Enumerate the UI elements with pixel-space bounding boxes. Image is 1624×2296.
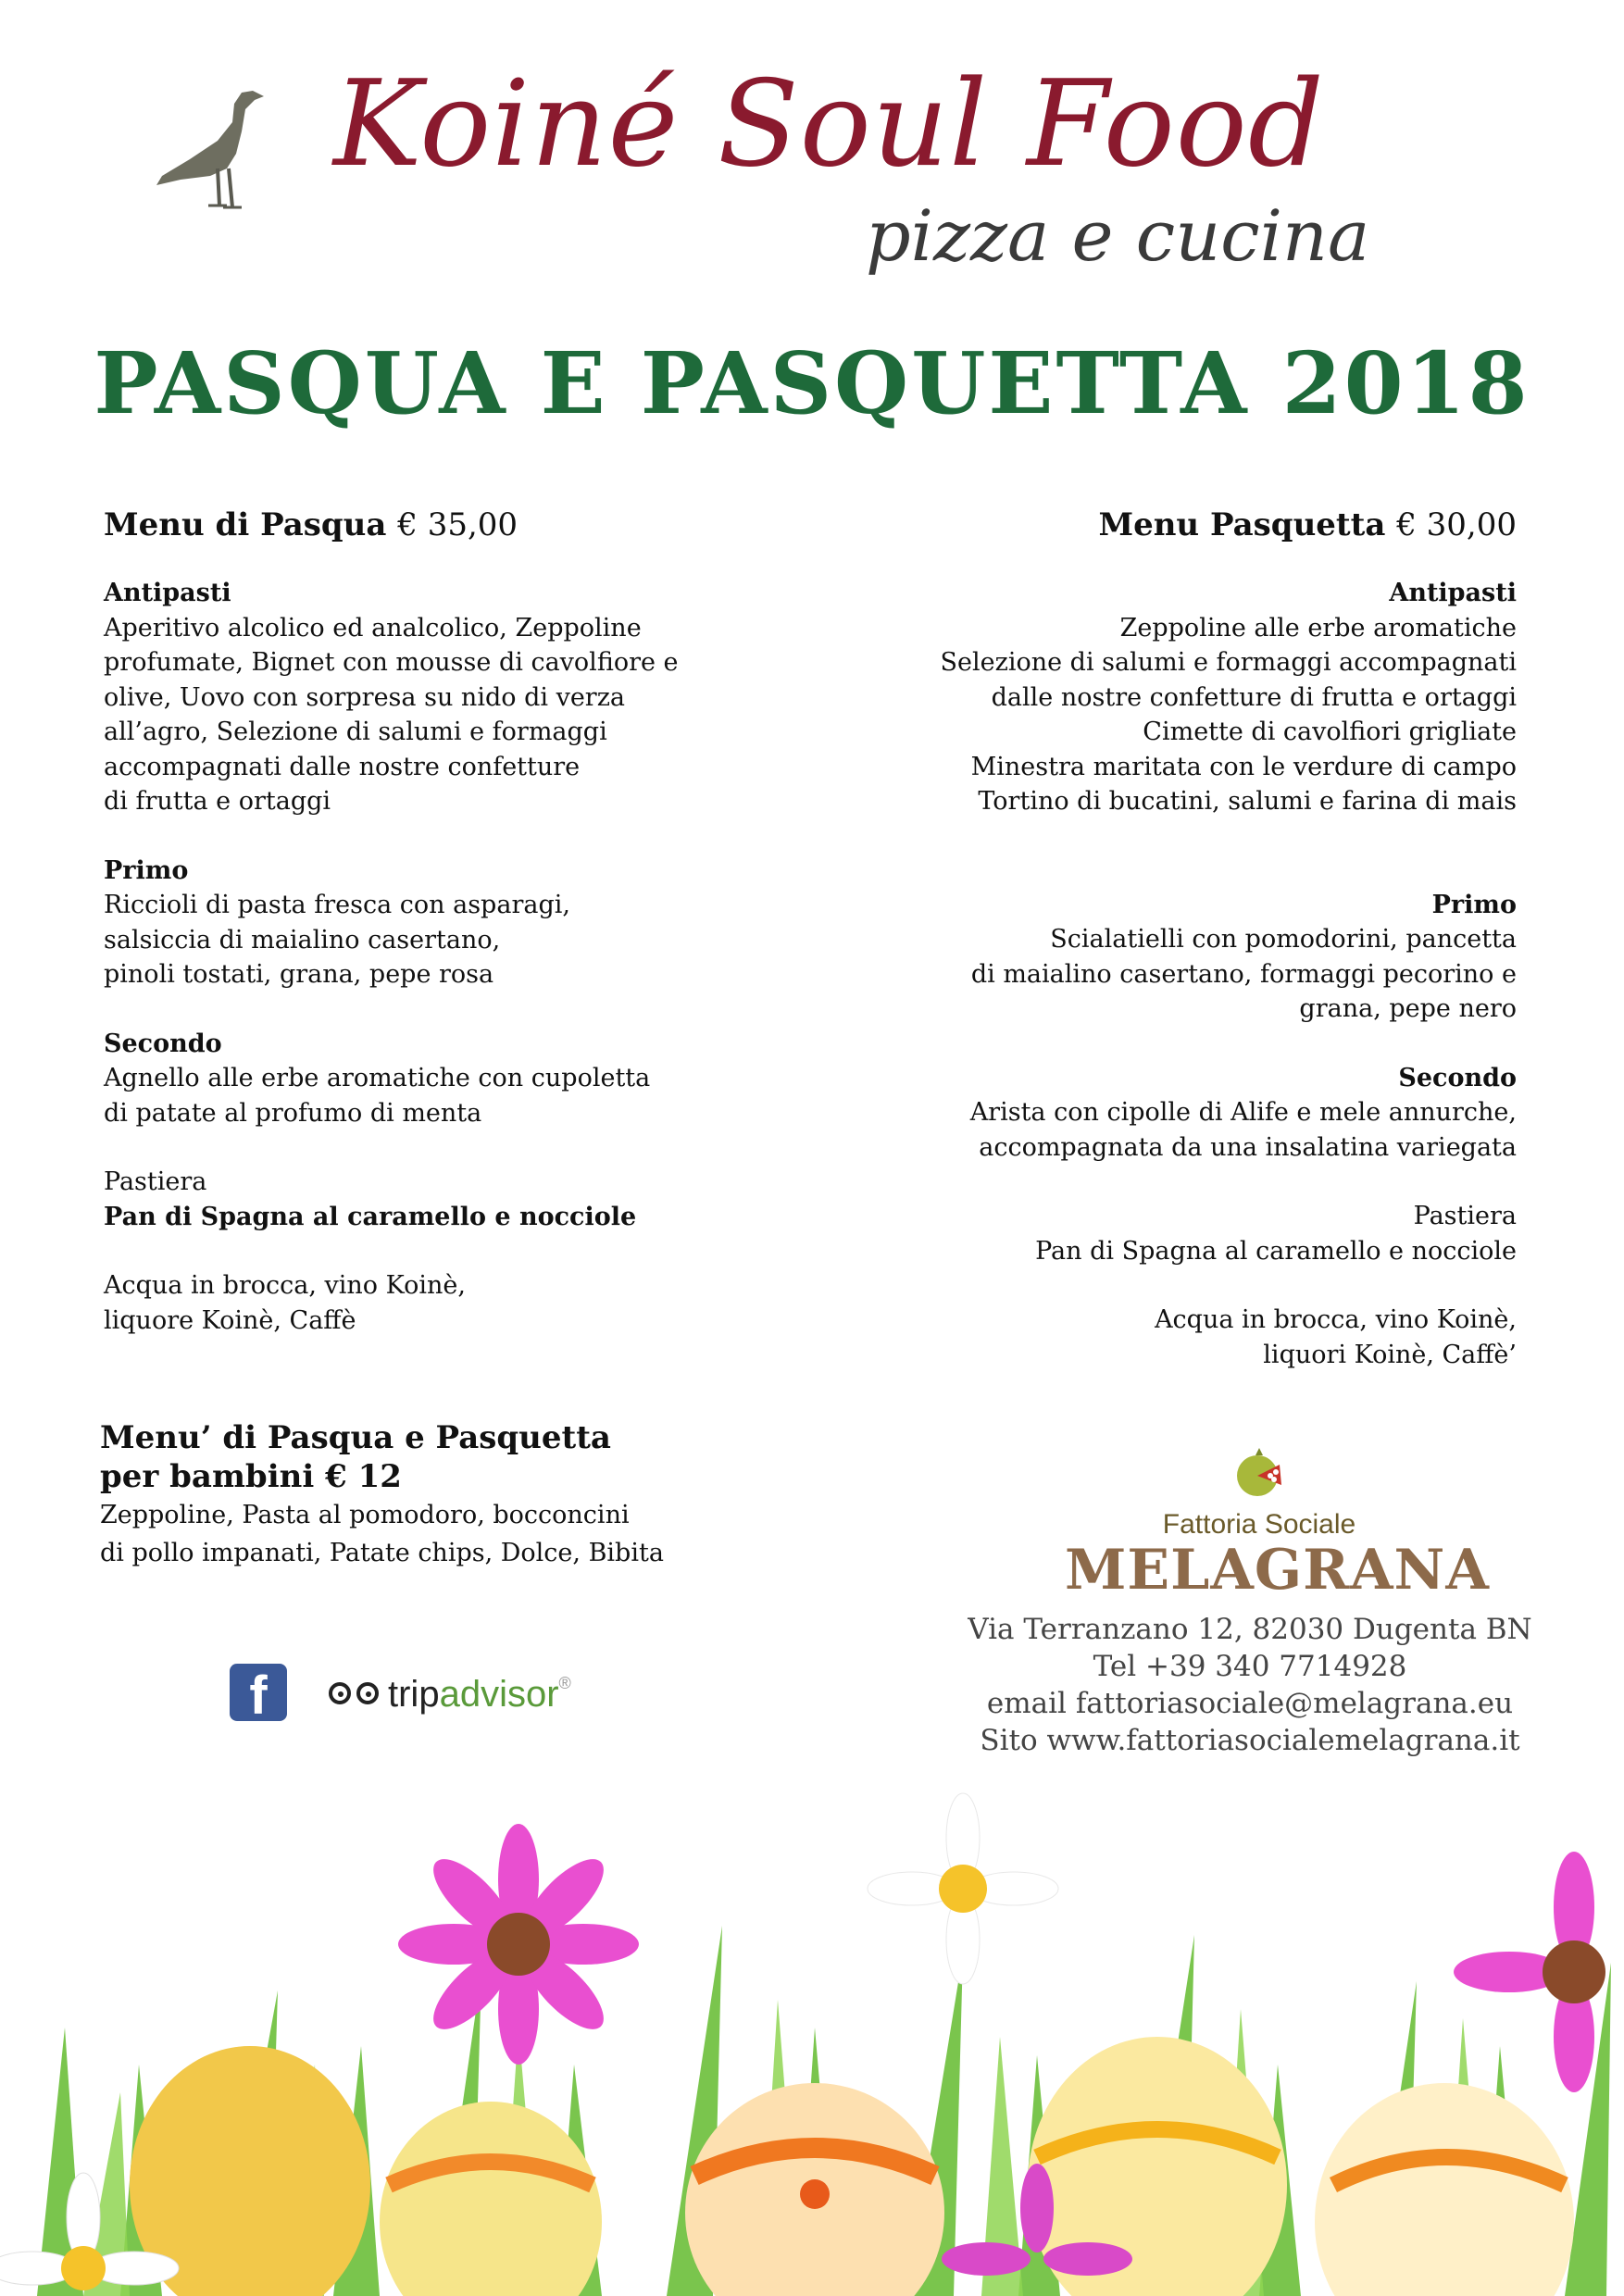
menu-line: Arista con cipolle di Alife e mele annurche, — [969, 1098, 1517, 1127]
menu-pasqua-title: Menu di Pasqua — [104, 506, 387, 543]
menu-line: Cimette di cavolfiori grigliate — [1143, 718, 1517, 746]
menu-line: Pastiera — [104, 1167, 207, 1196]
menu-line: olive, Uovo con sorpresa su nido di verza — [104, 682, 626, 712]
menu-line: all’agro, Selezione di salumi e formaggi — [104, 718, 607, 746]
menu-line: dalle nostre confetture di frutta e ortaggi — [991, 682, 1517, 712]
menu-line: Aperitivo alcolico ed analcolico, Zeppoline — [104, 613, 642, 643]
menu-line: di frutta e ortaggi — [104, 787, 331, 816]
menu-line: Acqua in brocca, vino Koinè, — [104, 1271, 466, 1300]
farm-subtitle: Fattoria Sociale — [1162, 1509, 1356, 1540]
menu-line: profumate, Bignet con mousse di cavolfiore e — [104, 648, 679, 677]
contact-info — [944, 1611, 1555, 1759]
email[interactable]: email fattoriasociale@melagrana.eu — [986, 1687, 1514, 1720]
menu-line: grana, pepe nero — [1299, 994, 1517, 1023]
menu-line: di maialino casertano, formaggi pecorino e — [970, 959, 1517, 989]
menu-line: Agnello alle erbe aromatiche con cupoletta — [104, 1064, 651, 1092]
section-title: Secondo — [1398, 1063, 1517, 1092]
menu-pasquetta-title: Menu Pasquetta — [1098, 506, 1386, 543]
kids-menu-items: Zeppoline, Pasta al pomodoro, bocconcini — [100, 1501, 630, 1529]
section-title: Primo — [104, 855, 189, 885]
menu-line: Riccioli di pasta fresca con asparagi, — [104, 891, 570, 919]
kids-menu-title: per bambini € 12 — [100, 1458, 402, 1495]
registered-mark: ® — [558, 1674, 571, 1692]
brand-title: Koiné Soul Food — [333, 56, 1325, 193]
tripadvisor-text-part1: trip — [388, 1673, 440, 1715]
menu-line: pinoli tostati, grana, pepe rosa — [104, 960, 494, 989]
menu-line: Pan di Spagna al caramello e nocciole — [1035, 1236, 1517, 1266]
heron-bird-icon — [153, 76, 278, 215]
menu-line: Selezione di salumi e formaggi accompagnati — [940, 648, 1517, 677]
menu-line: Acqua in brocca, vino Koinè, — [1155, 1305, 1517, 1334]
menu-line: liquori Koinè, Caffè’ — [1263, 1340, 1517, 1369]
menu-line: Pastiera — [1413, 1202, 1517, 1230]
address: Via Terranzano 12, 82030 Dugenta BN — [968, 1613, 1532, 1646]
section-title: Antipasti — [1389, 579, 1517, 607]
menu-pasqua-heading — [104, 500, 752, 550]
menu-line: Zeppoline alle erbe aromatiche — [1119, 613, 1517, 643]
website[interactable]: Sito www.fattoriasocialemelagrana.it — [980, 1724, 1520, 1757]
brand-subtitle: pizza e cucina — [866, 194, 1370, 277]
menu-line: liquore Koinè, Caffè — [104, 1305, 356, 1335]
kids-menu — [100, 1418, 730, 1572]
section-title: Antipasti — [104, 579, 231, 607]
event-title: PASQUA E PASQUETTA 2018 — [94, 333, 1530, 433]
menu-line: accompagnati dalle nostre confetture — [104, 752, 581, 781]
menu-line: Minestra maritata con le verdure di campo — [970, 752, 1517, 781]
menu-pasqua — [104, 500, 752, 1338]
phone: Tel +39 340 7714928 — [1093, 1650, 1407, 1683]
farm-name: MELAGRANA — [1065, 1538, 1490, 1603]
menu-line: di patate al profumo di menta — [104, 1098, 482, 1128]
menu-pasqua-price: € 35,00 — [397, 506, 518, 543]
facebook-icon[interactable]: f — [230, 1664, 287, 1721]
menu-line: accompagnata da una insalatina variegata — [979, 1132, 1517, 1162]
menu-line: Pan di Spagna al caramello e nocciole — [104, 1202, 637, 1231]
tripadvisor-logo[interactable] — [329, 1666, 571, 1722]
menu-line: salsiccia di maialino casertano, — [104, 925, 501, 955]
kids-menu-title: Menu’ di Pasqua e Pasquetta — [100, 1419, 611, 1456]
pomegranate-icon — [1222, 1444, 1296, 1502]
menu-pasquetta-heading — [794, 500, 1517, 550]
easter-grass-eggs-illustration — [0, 1787, 1624, 2296]
menu-pasquetta — [794, 500, 1517, 1372]
tripadvisor-owl-icon — [329, 1678, 382, 1710]
section-title: Primo — [1431, 890, 1517, 919]
menu-line: Scialatielli con pomodorini, pancetta — [1050, 925, 1517, 954]
kids-menu-items: di pollo impanati, Patate chips, Dolce, Bibita — [100, 1539, 664, 1567]
melagrana-logo — [1065, 1444, 1490, 1603]
section-title: Secondo — [104, 1029, 222, 1058]
menu-pasquetta-price: € 30,00 — [1396, 506, 1517, 543]
menu-line: Tortino di bucatini, salumi e farina di mais — [978, 787, 1517, 816]
tripadvisor-text-part2: advisor — [439, 1673, 559, 1715]
